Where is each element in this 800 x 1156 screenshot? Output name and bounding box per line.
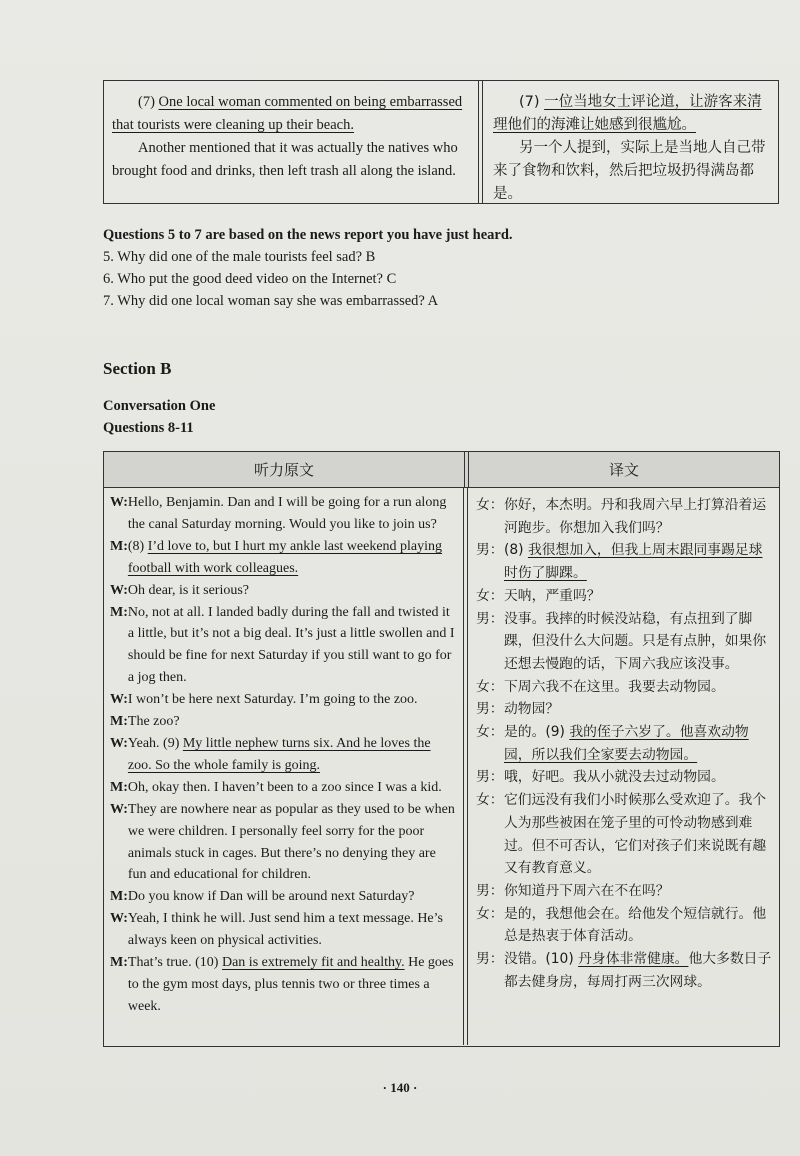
dialogue-turn (110, 952, 457, 1018)
dialogue-turn (476, 539, 773, 584)
text-segment: (8) (504, 542, 528, 559)
dialogue-turn (476, 676, 773, 699)
dialogue-text (128, 536, 457, 580)
text-segment: I won’t be here next Saturday. I’m going to the zoo. (127, 692, 418, 708)
dialogue-text (504, 903, 773, 948)
speaker-label: W: (110, 692, 128, 708)
conversation-heading (103, 395, 215, 439)
text-segment: 天呐，严重吗？ (504, 587, 601, 604)
speaker-label: 女： (476, 724, 504, 741)
dialogue-text (128, 580, 457, 602)
dialogue-text (128, 602, 457, 690)
dialogue-turn (476, 494, 773, 539)
dialogue-turn (476, 789, 773, 880)
dialogue-text (128, 689, 457, 711)
dialogue-turn (110, 886, 457, 908)
speaker-label: M: (110, 955, 128, 971)
underlined-answer: 一位当地女士评论道，让游客来清理他们的海滩让她感到很尴尬。 (493, 94, 762, 133)
dialogue-text (504, 948, 773, 993)
dialogue-text (504, 721, 773, 766)
dialogue-turn (110, 536, 457, 580)
speaker-label: 男： (476, 542, 504, 559)
speaker-label: M: (110, 779, 128, 795)
dialogue-turn (110, 908, 457, 952)
dialogue-turn (110, 799, 457, 887)
speaker-label: 男： (476, 610, 504, 627)
underlined-answer: I’d love to, but I hurt my ankle last weekend playing football with work colleagues. (127, 538, 443, 576)
text-segment: 它们远没有我们小时候那么受欢迎了。我个人为那些被困在笼子里的可怜动物感到难过。但不可否认，它们对孩子们来说既有趣又有教育意义。 (504, 792, 767, 877)
question-item: 5. Why did one of the male tourists feel sad? B (103, 249, 376, 265)
top-english-column (104, 81, 479, 203)
transcript-table-header (104, 452, 779, 488)
speaker-label: W: (110, 735, 128, 751)
dialogue-turn (476, 608, 773, 676)
dialogue-text (128, 908, 457, 952)
dialogue-text (504, 608, 773, 676)
dialogue-turn (110, 711, 457, 733)
dialogue-text (128, 733, 457, 777)
dialogue-turn (476, 948, 773, 993)
dialogue-turn (110, 492, 457, 536)
underlined-answer: 我的侄子六岁了。他喜欢动物园，所以我们全家要去动物园。 (504, 724, 749, 763)
text-segment: Oh dear, is it serious? (127, 582, 250, 598)
dialogue-turn (476, 880, 773, 903)
dialogue-turn (476, 585, 773, 608)
speaker-label: 女： (476, 678, 504, 695)
speaker-label: M: (110, 538, 128, 554)
dialogue-text (128, 711, 457, 733)
dialogue-text (504, 539, 773, 584)
text-segment: (8) (127, 538, 148, 554)
underlined-answer: My little nephew turns six. And he loves the zoo. So the whole family is going. (127, 735, 431, 773)
question-item: 7. Why did one local woman say she was embarrassed? A (103, 293, 439, 309)
text-segment: Hello, Benjamin. Dan and I will be going for a run along the canal Saturday morning. Would you like to join us? (127, 495, 447, 532)
questions-range: Questions 8-11 (103, 420, 194, 436)
speaker-label: W: (110, 801, 128, 817)
dialogue-text (504, 585, 773, 608)
text-segment: 哦，好吧。我从小就没去过动物园。 (504, 769, 725, 786)
dialogue-text (128, 777, 457, 799)
text-segment: Oh, okay then. I haven’t been to a zoo since I was a kid. (127, 779, 442, 795)
speaker-label: 女： (476, 792, 504, 809)
text-segment: Yeah, I think he will. Just send him a text message. He’s always keen on physical activities. (127, 911, 443, 949)
underlined-answer: One local woman commented on being embarrassed that tourists were cleaning up their beach. (112, 94, 463, 133)
translation-table-top (103, 80, 779, 204)
dialogue-turn (110, 580, 457, 602)
question-marker: (7) (138, 94, 159, 110)
speaker-label: W: (110, 911, 128, 927)
speaker-label: 男： (476, 882, 504, 899)
page-number: · 140 · (382, 1080, 418, 1095)
conversation-title: Conversation One (103, 398, 216, 414)
dialogue-text (128, 799, 457, 887)
speaker-label: M: (110, 889, 128, 905)
speaker-label: 男： (476, 951, 504, 968)
speaker-label: 女： (476, 905, 504, 922)
dialogue-turn (110, 689, 457, 711)
top-cn-paragraph-1 (493, 91, 768, 137)
dialogue-text (504, 494, 773, 539)
dialogue-text (504, 676, 773, 699)
text-segment: Do you know if Dan will be around next Saturday? (127, 889, 415, 905)
speaker-label: 男： (476, 701, 504, 718)
text-segment: 动物园？ (504, 701, 560, 718)
top-en-paragraph-2: Another mentioned that it was actually the natives who brought food and drinks, then left trash all along the island. (112, 140, 458, 179)
transcript-table-body (104, 488, 779, 1045)
underlined-answer: 丹身体非常健康。 (578, 951, 689, 968)
dialogue-turn (476, 721, 773, 766)
text-segment: No, not at all. I landed badly during the fall and twisted it a little, but it’s not a big deal. It’s just a little swollen and I should be fine for next Saturday if you still want to go for a jog then. (127, 604, 455, 686)
text-segment: 你好，本杰明。丹和我周六早上打算沿着运河跑步。你想加入我们吗？ (504, 497, 767, 536)
text-segment: That’s true. (10) (127, 955, 222, 971)
text-segment: 你知道丹下周六在不在吗？ (504, 882, 670, 899)
text-segment: Yeah. (9) (127, 735, 183, 751)
speaker-label: 男： (476, 769, 504, 786)
text-segment: 下周六我不在这里。我要去动物园。 (504, 678, 725, 695)
text-segment: He goes to the gym most days, plus tennis two or three times a week. (127, 955, 454, 1014)
text-segment: 他大多数日子都去健身房，每周打两三次网球。 (504, 951, 772, 990)
top-en-paragraph-1 (112, 91, 470, 137)
text-segment: 是的。(9) (504, 724, 570, 741)
dialogue-turn (476, 766, 773, 789)
underlined-answer: 我很想加入，但我上周末跟同事踢足球时伤了脚踝。 (504, 542, 763, 582)
dialogue-turn (110, 602, 457, 690)
transcript-table (103, 451, 780, 1047)
speaker-label: W: (110, 582, 128, 598)
top-chinese-column (482, 81, 778, 203)
text-segment: 没事。我摔的时候没站稳，有点扭到了脚踝，但没什么大问题。只是有点肿，如果你还想去慢跑的话，下周六我应该没事。 (504, 610, 767, 672)
dialogue-turn (110, 733, 457, 777)
question-item: 6. Who put the good deed video on the Internet? C (103, 271, 397, 287)
dialogue-turn (476, 903, 773, 948)
speaker-label: M: (110, 714, 128, 730)
questions-block (103, 224, 783, 312)
text-segment: 是的，我想他会在。给他发个短信就行。他总是热衷于体育活动。 (504, 905, 767, 945)
section-title: Section B (103, 359, 172, 378)
text-segment: They are nowhere near as popular as they used to be when we were children. I personally feel sorry for the poor animals stuck in cages. But there’s no denying they are fun and educational for children. (127, 801, 455, 883)
dialogue-text (504, 766, 773, 789)
dialogue-text (128, 952, 457, 1018)
dialogue-text (504, 698, 773, 721)
dialogue-text (128, 886, 457, 908)
speaker-label: W: (110, 495, 128, 510)
text-segment: 没错。(10) (504, 951, 579, 968)
dialogue-text (504, 789, 773, 880)
dialogue-text (504, 880, 773, 903)
chinese-translation-column (467, 488, 779, 1045)
question-marker: (7) (519, 94, 545, 110)
header-translation: 译文 (468, 452, 779, 487)
underlined-answer: Dan is extremely fit and healthy. (221, 955, 405, 971)
speaker-label: 女： (476, 587, 504, 604)
speaker-label: 女： (476, 497, 504, 513)
dialogue-text (128, 492, 457, 536)
english-transcript-column (104, 488, 464, 1045)
dialogue-turn (476, 698, 773, 721)
dialogue-turn (110, 777, 457, 799)
header-original: 听力原文 (104, 452, 465, 487)
questions-heading: Questions 5 to 7 are based on the news report you have just heard. (103, 227, 513, 243)
speaker-label: M: (110, 604, 128, 620)
text-segment: The zoo? (127, 714, 180, 730)
top-cn-paragraph-2: 另一个人提到，实际上是当地人自己带来了食物和饮料，然后把垃圾扔得满岛都是。 (493, 140, 766, 202)
